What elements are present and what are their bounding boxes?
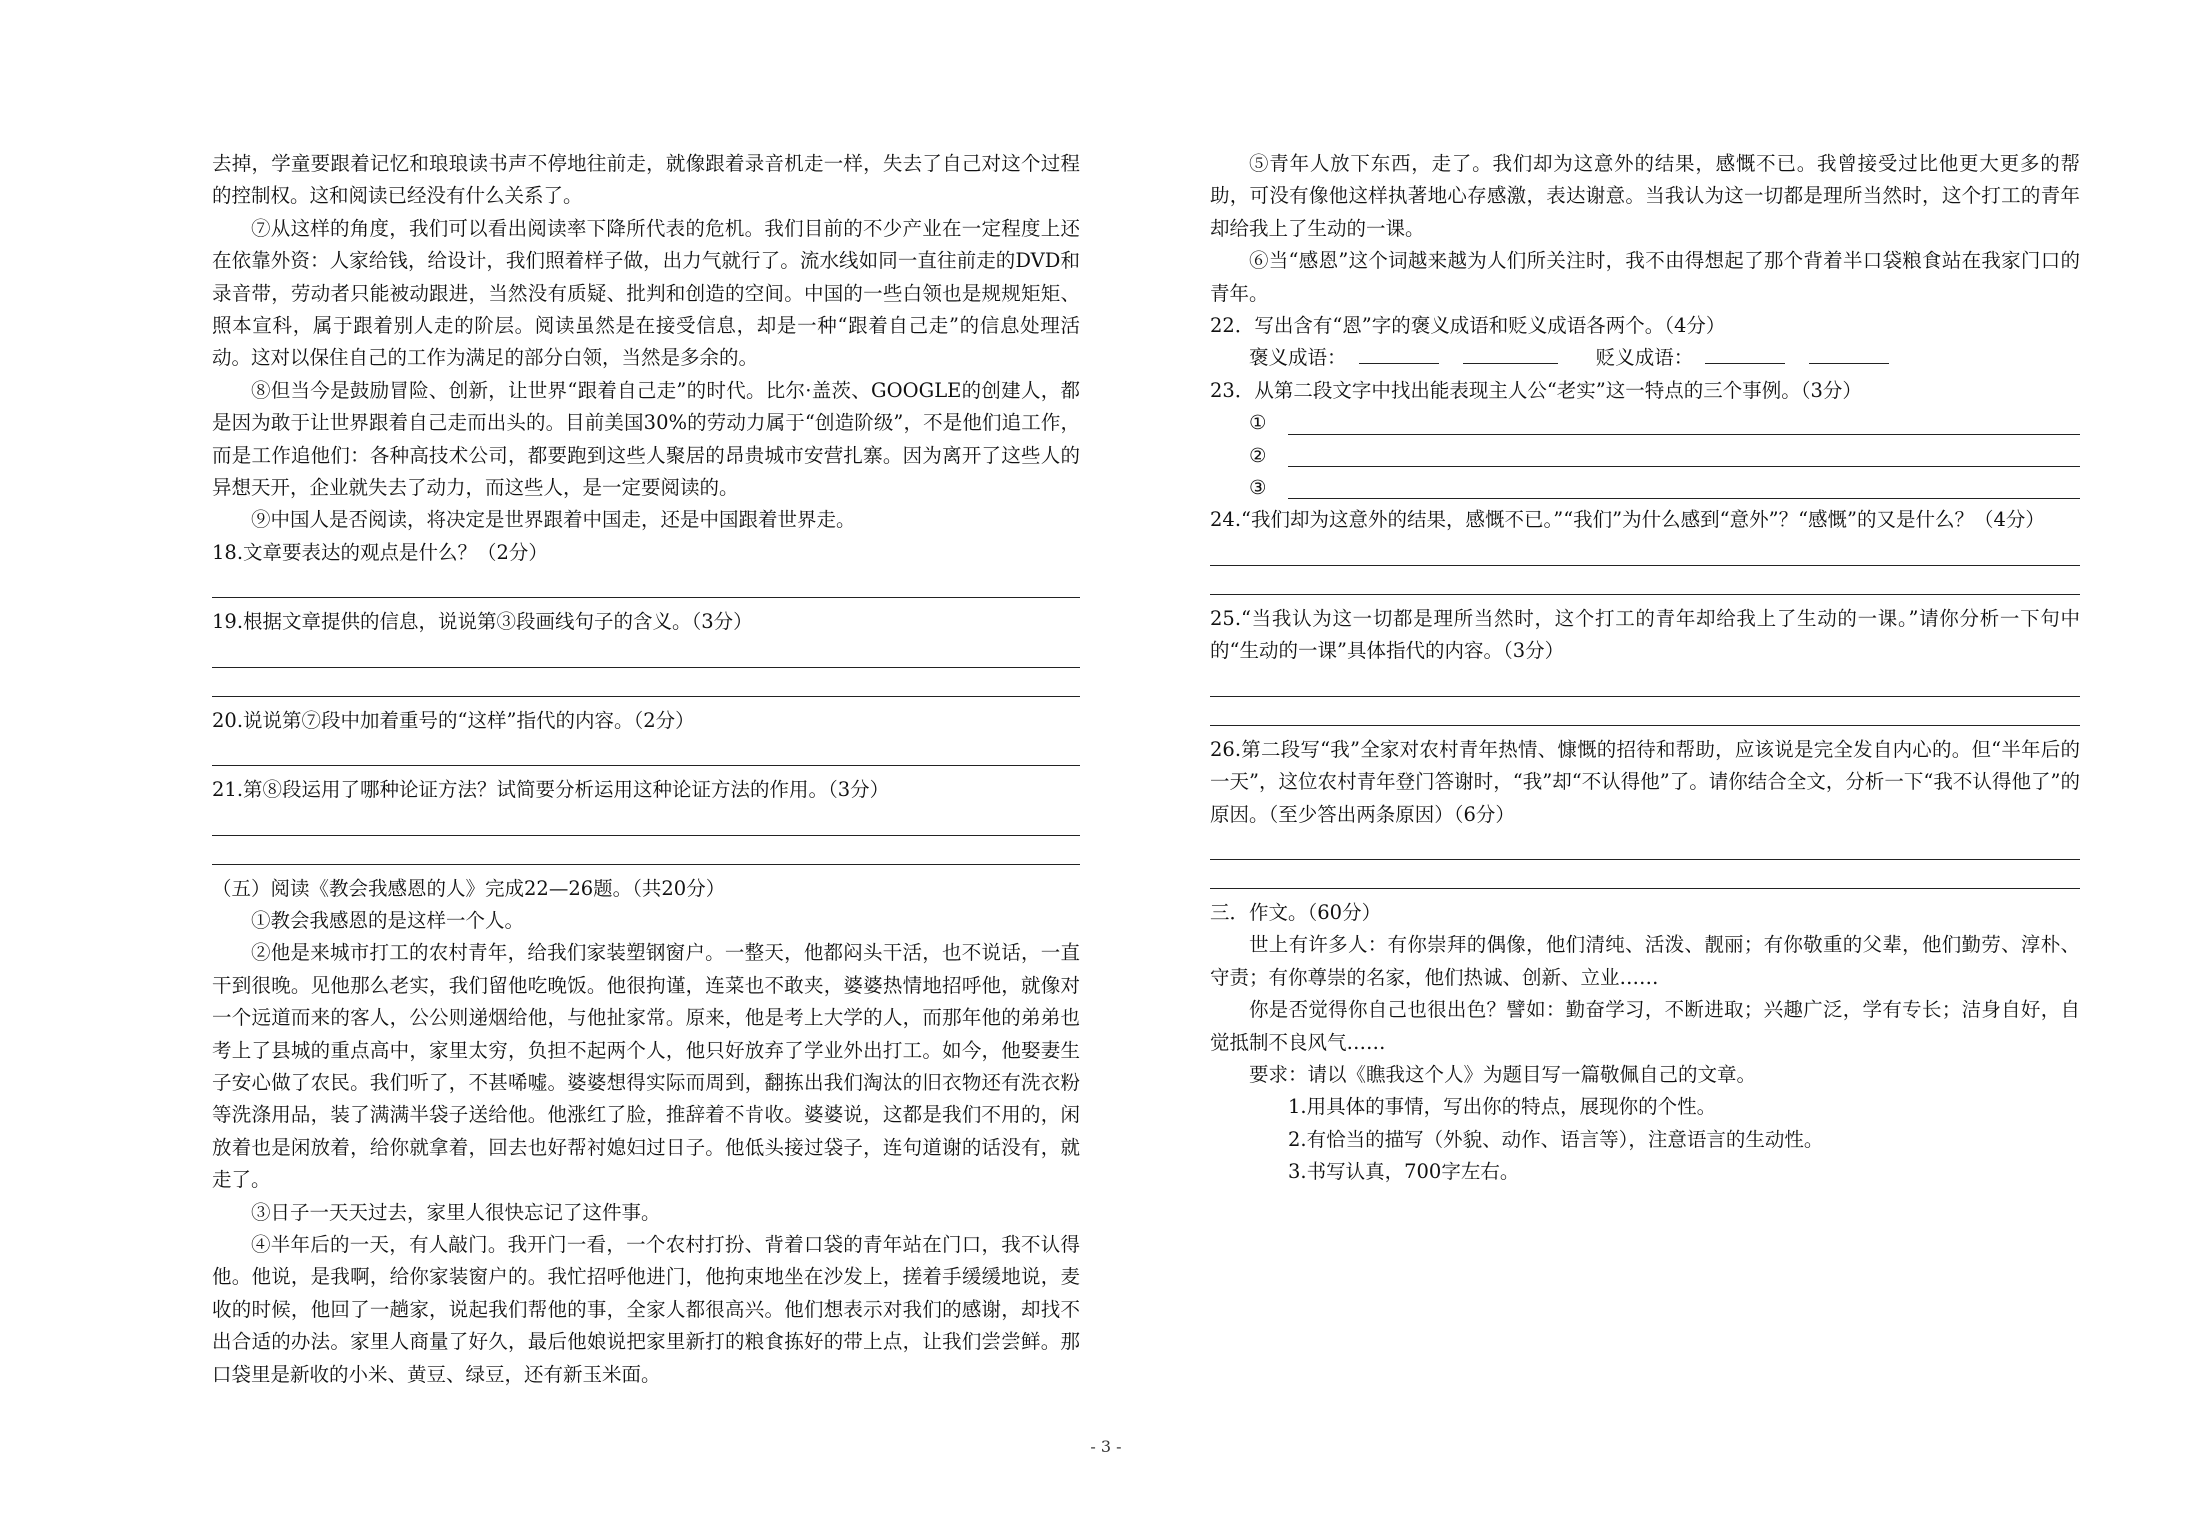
example-line-1[interactable] [1210, 407, 2080, 439]
section-5-title: （五）阅读《教会我感恩的人》完成22—26题。（共20分） [212, 876, 726, 900]
answer-line-19b[interactable] [212, 668, 1080, 697]
positive-idiom-blank-2[interactable] [1463, 345, 1558, 364]
story-paragraph-3: ③日子一天天过去，家里人很快忘记了这件事。 [251, 1200, 661, 1224]
idiom-blanks [1210, 342, 2080, 374]
question-26: 26.第二段写“我”全家对农村青年热情、慷慨的招待和帮助，应该说是完全发自内心的。但“半年后的一天”，这位农村青年登门答谢时，“我”却“不认得他”了。请你结合全文，分析一下“我不认得他了”的原因。（至少答出两条原因）（6分） [1210, 737, 2080, 826]
example-mark-3: ③ [1249, 476, 1267, 500]
question-25: 25.“当我认为这一切都是理所当然时，这个打工的青年却给我上了生动的一课。”请你分析一下句中的“生动的一课”具体指代的内容。（3分） [1210, 606, 2080, 663]
question-24: 24.“我们却为这意外的结果，感慨不已。”“我们”为什么感到“意外”？“感慨”的又是什么？（4分） [1210, 508, 2045, 532]
question-19: 19.根据文章提供的信息，说说第③段画线句子的含义。（3分） [212, 610, 753, 634]
writing-prompt-1: 世上有许多人：有你崇拜的偶像，他们清纯、活泼、靓丽；有你敬重的父辈，他们勤劳、淳朴、守责；有你尊崇的名家，他们热诚、创新、立业…… [1210, 933, 2080, 989]
negative-idiom-blank-2[interactable] [1809, 345, 1889, 364]
passage-continuation: 去掉，学童要跟着记忆和琅琅读书声不停地往前走，就像跟着录音机走一样，失去了自己对这个过程的控制权。这和阅读已经没有什么关系了。 [212, 152, 1080, 208]
question-23: 23．从第二段文字中找出能表现主人公“老实”这一特点的三个事例。（3分） [1210, 378, 1862, 402]
requirement-3: 3.书写认真，700字左右。 [1288, 1160, 1520, 1184]
answer-line-25b[interactable] [1210, 697, 2080, 726]
section-3-title: 三．作文。（60分） [1210, 900, 1382, 924]
question-22: 22．写出含有“恩”字的褒义成语和贬义成语各两个。（4分） [1210, 314, 1726, 338]
answer-line-24b[interactable] [1210, 566, 2080, 595]
story-paragraph-1: ①教会我感恩的是这样一个人。 [251, 908, 525, 932]
question-20: 20.说说第⑦段中加着重号的“这样”指代的内容。（2分） [212, 708, 695, 732]
positive-idiom-label: 褒义成语： [1249, 346, 1347, 370]
answer-line-21b[interactable] [212, 836, 1080, 865]
left-column [212, 148, 1080, 1391]
positive-idiom-blank-1[interactable] [1359, 345, 1439, 364]
negative-idiom-label: 贬义成语： [1595, 346, 1694, 370]
answer-line-26b[interactable] [1210, 860, 2080, 889]
story-paragraph-2: ②他是来城市打工的农村青年，给我们家装塑钢窗户。一整天，他都闷头干活，也不说话，一直干到很晚。见他那么老实，我们留他吃晚饭。他很拘谨，连菜也不敢夹，婆婆热情地招呼他，就像对一个远道而来的客人，公公则递烟给他，与他扯家常。原来，他是考上大学的人，而那年他的弟弟也考上了县城的重点高中，家里太穷，负担不起两个人，他只好放弃了学业外出打工。如今，他娶妻生子安心做了农民。我们听了，不甚唏嘘。婆婆想得实际而周到，翻拣出我们淘汰的旧衣物还有洗衣粉等洗涤用品，装了满满半袋子送给他。他涨红了脸，推辞着不肯收。婆婆说，这都是我们不用的，闲放着也是闲放着，给你就拿着，回去也好帮衬媳妇过日子。他低头接过袋子，连句道谢的话没有，就走了。 [212, 941, 1080, 1192]
story-paragraph-4: ④半年后的一天，有人敲门。我开门一看，一个农村打扮、背着口袋的青年站在门口，我不认得他。他说，是我啊，给你家装窗户的。我忙招呼他进门，他拘束地坐在沙发上，搓着手缓缓地说，麦收的时候，他回了一趟家，说起我们帮他的事，全家人都很高兴。他们想表示对我们的感谢，却找不出合适的办法。家里人商量了好久，最后他娘说把家里新打的粮食拣好的带上点，让我们尝尝鲜。那口袋里是新收的小米、黄豆、绿豆，还有新玉米面。 [212, 1232, 1080, 1386]
question-18: 18.文章要表达的观点是什么？（2分） [212, 540, 548, 564]
example-mark-2: ② [1249, 443, 1267, 467]
answer-line-20[interactable] [212, 737, 1080, 766]
story-paragraph-5: ⑤青年人放下东西，走了。我们却为这意外的结果，感慨不已。我曾接受过比他更大更多的帮助，可没有像他这样执著地心存感激，表达谢意。当我认为这一切都是理所当然时，这个打工的青年却给我上了生动的一课。 [1210, 152, 2080, 240]
right-column [1210, 148, 2080, 1189]
paragraph-7: ⑦从这样的角度，我们可以看出阅读率下降所代表的危机。我们目前的不少产业在一定程度上还在依靠外资：人家给钱，给设计，我们照着样子做，出力气就行了。流水线如同一直往前走的DVD和录音带，劳动者只能被动跟进，当然没有质疑、批判和创造的空间。中国的一些白领也是规规矩矩、照本宣科，属于跟着别人走的阶层。阅读虽然是在接受信息，却是一种“跟着自己走”的信息处理活动。这对以保住自己的工作为满足的部分白领，当然是多余的。 [212, 216, 1080, 370]
paragraph-9: ⑨中国人是否阅读，将决定是世界跟着中国走，还是中国跟着世界走。 [251, 508, 856, 532]
requirement-2: 2.有恰当的描写（外貌、动作、语言等），注意语言的生动性。 [1288, 1127, 1824, 1151]
negative-idiom-blank-1[interactable] [1705, 345, 1785, 364]
story-paragraph-6: ⑥当“感恩”这个词越来越为人们所关注时，我不由得想起了那个背着半口袋粮食站在我家门口的青年。 [1210, 249, 2080, 305]
answer-line-19a[interactable] [212, 639, 1080, 668]
requirement-1: 1.用具体的事情，写出你的特点，展现你的个性。 [1288, 1095, 1717, 1119]
example-line-2[interactable] [1210, 440, 2080, 472]
answer-line-26a[interactable] [1210, 831, 2080, 860]
example-mark-1: ① [1249, 411, 1267, 435]
writing-prompt-2: 你是否觉得你自己也很出色？譬如：勤奋学习，不断进取；兴趣广泛，学有专长；洁身自好，自觉抵制不良风气…… [1210, 998, 2080, 1054]
answer-line-25a[interactable] [1210, 668, 2080, 697]
paragraph-8: ⑧但当今是鼓励冒险、创新，让世界“跟着自己走”的时代。比尔·盖茨、GOOGLE的创建人，都是因为敢于让世界跟着自己走而出头的。目前美国30%的劳动力属于“创造阶级”，不是他们追工作，而是工作追他们：各种高技术公司，都要跑到这些人聚居的昂贵城市安营扎寨。因为离开了这些人的异想天开，企业就失去了动力，而这些人，是一定要阅读的。 [212, 378, 1080, 500]
answer-line-18[interactable] [212, 569, 1080, 598]
question-21: 21.第⑧段运用了哪种论证方法？试简要分析运用这种论证方法的作用。（3分） [212, 778, 890, 802]
writing-requirement: 要求：请以《瞧我这个人》为题目写一篇敬佩自己的文章。 [1249, 1062, 1757, 1086]
example-line-3[interactable] [1210, 472, 2080, 504]
answer-line-24a[interactable] [1210, 537, 2080, 566]
page-number: - 3 - [1090, 1437, 1122, 1456]
answer-line-21a[interactable] [212, 807, 1080, 836]
